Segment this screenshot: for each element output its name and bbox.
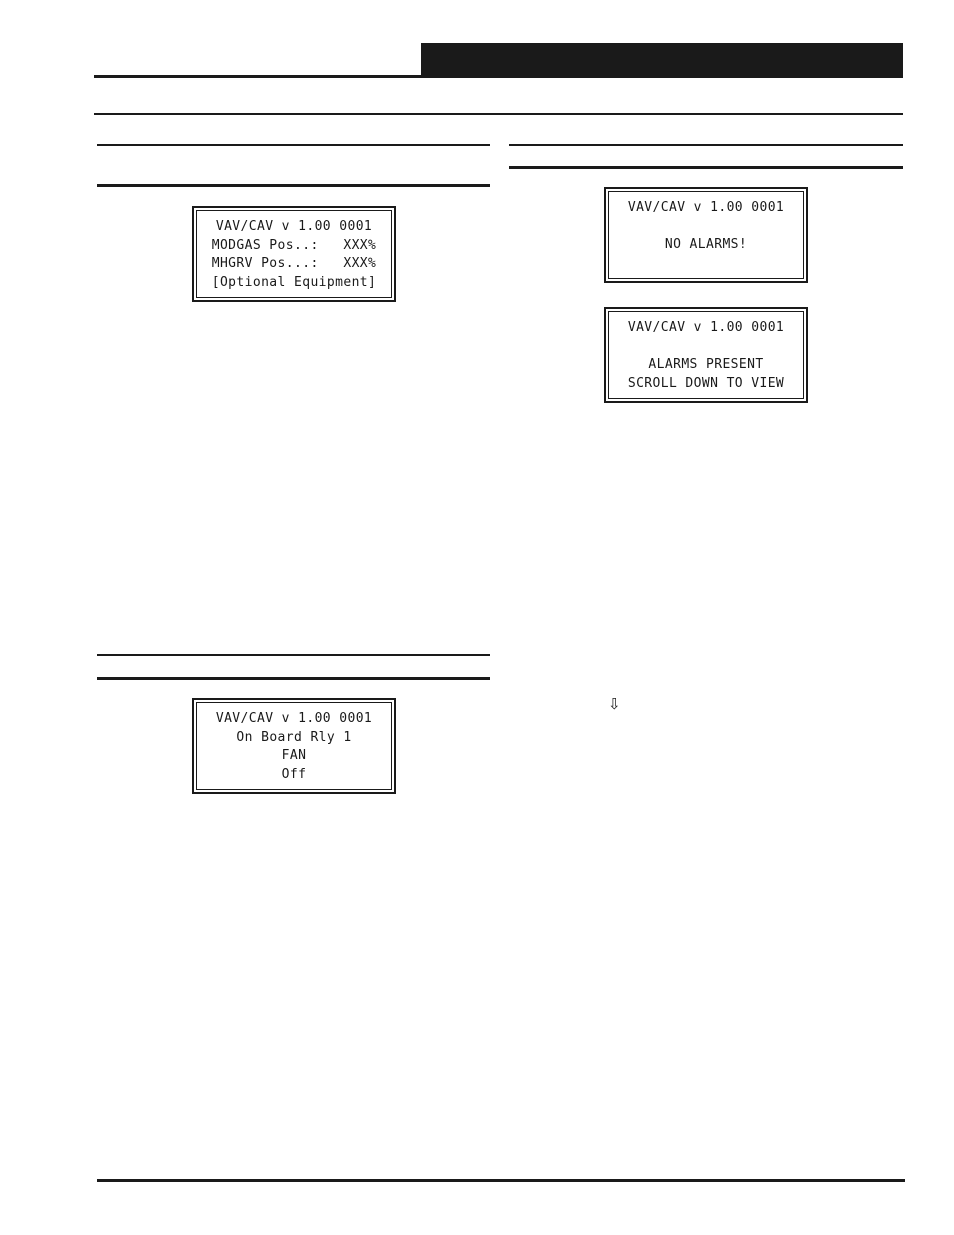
page-top-rule: [94, 113, 903, 115]
lcd-relay-status-screen: [192, 698, 396, 794]
left-section-rule-bottom: [97, 184, 490, 187]
lcd-line: MODGAS Pos..: XXX%: [211, 237, 377, 253]
lcd-optional-equipment-screen: [192, 206, 396, 302]
lcd-line: Off: [281, 767, 307, 783]
lcd-alarms-present-screen: [604, 307, 808, 403]
footer-rule: [97, 1179, 905, 1182]
header-tab-bar: [421, 43, 903, 78]
lcd-line: VAV/CAV v 1.00 0001: [627, 200, 785, 215]
relay-section-rule-top: [97, 654, 490, 656]
lcd-line: ALARMS PRESENT: [648, 357, 764, 373]
lcd-no-alarms-screen: [604, 187, 808, 283]
relay-section-rule-bottom: [97, 677, 490, 680]
down-arrow-icon: ⇩: [608, 695, 621, 713]
lcd-line: FAN: [281, 748, 307, 764]
lcd-line: VAV/CAV v 1.00 0001: [215, 711, 373, 726]
header-rule: [94, 75, 423, 78]
right-section-rule-bottom: [509, 166, 903, 169]
lcd-line: SCROLL DOWN TO VIEW: [627, 376, 785, 392]
lcd-line: [609, 218, 803, 237]
left-section-rule-top: [97, 144, 490, 146]
lcd-line: VAV/CAV v 1.00 0001: [215, 219, 373, 234]
right-section-rule-top: [509, 144, 903, 146]
lcd-line: [609, 338, 803, 357]
lcd-line: On Board Rly 1: [236, 729, 352, 745]
lcd-line: VAV/CAV v 1.00 0001: [627, 320, 785, 335]
lcd-line: MHGRV Pos...: XXX%: [211, 256, 377, 272]
lcd-line: NO ALARMS!: [664, 237, 748, 253]
lcd-line: [Optional Equipment]: [211, 275, 377, 291]
lcd-line: [609, 255, 803, 274]
